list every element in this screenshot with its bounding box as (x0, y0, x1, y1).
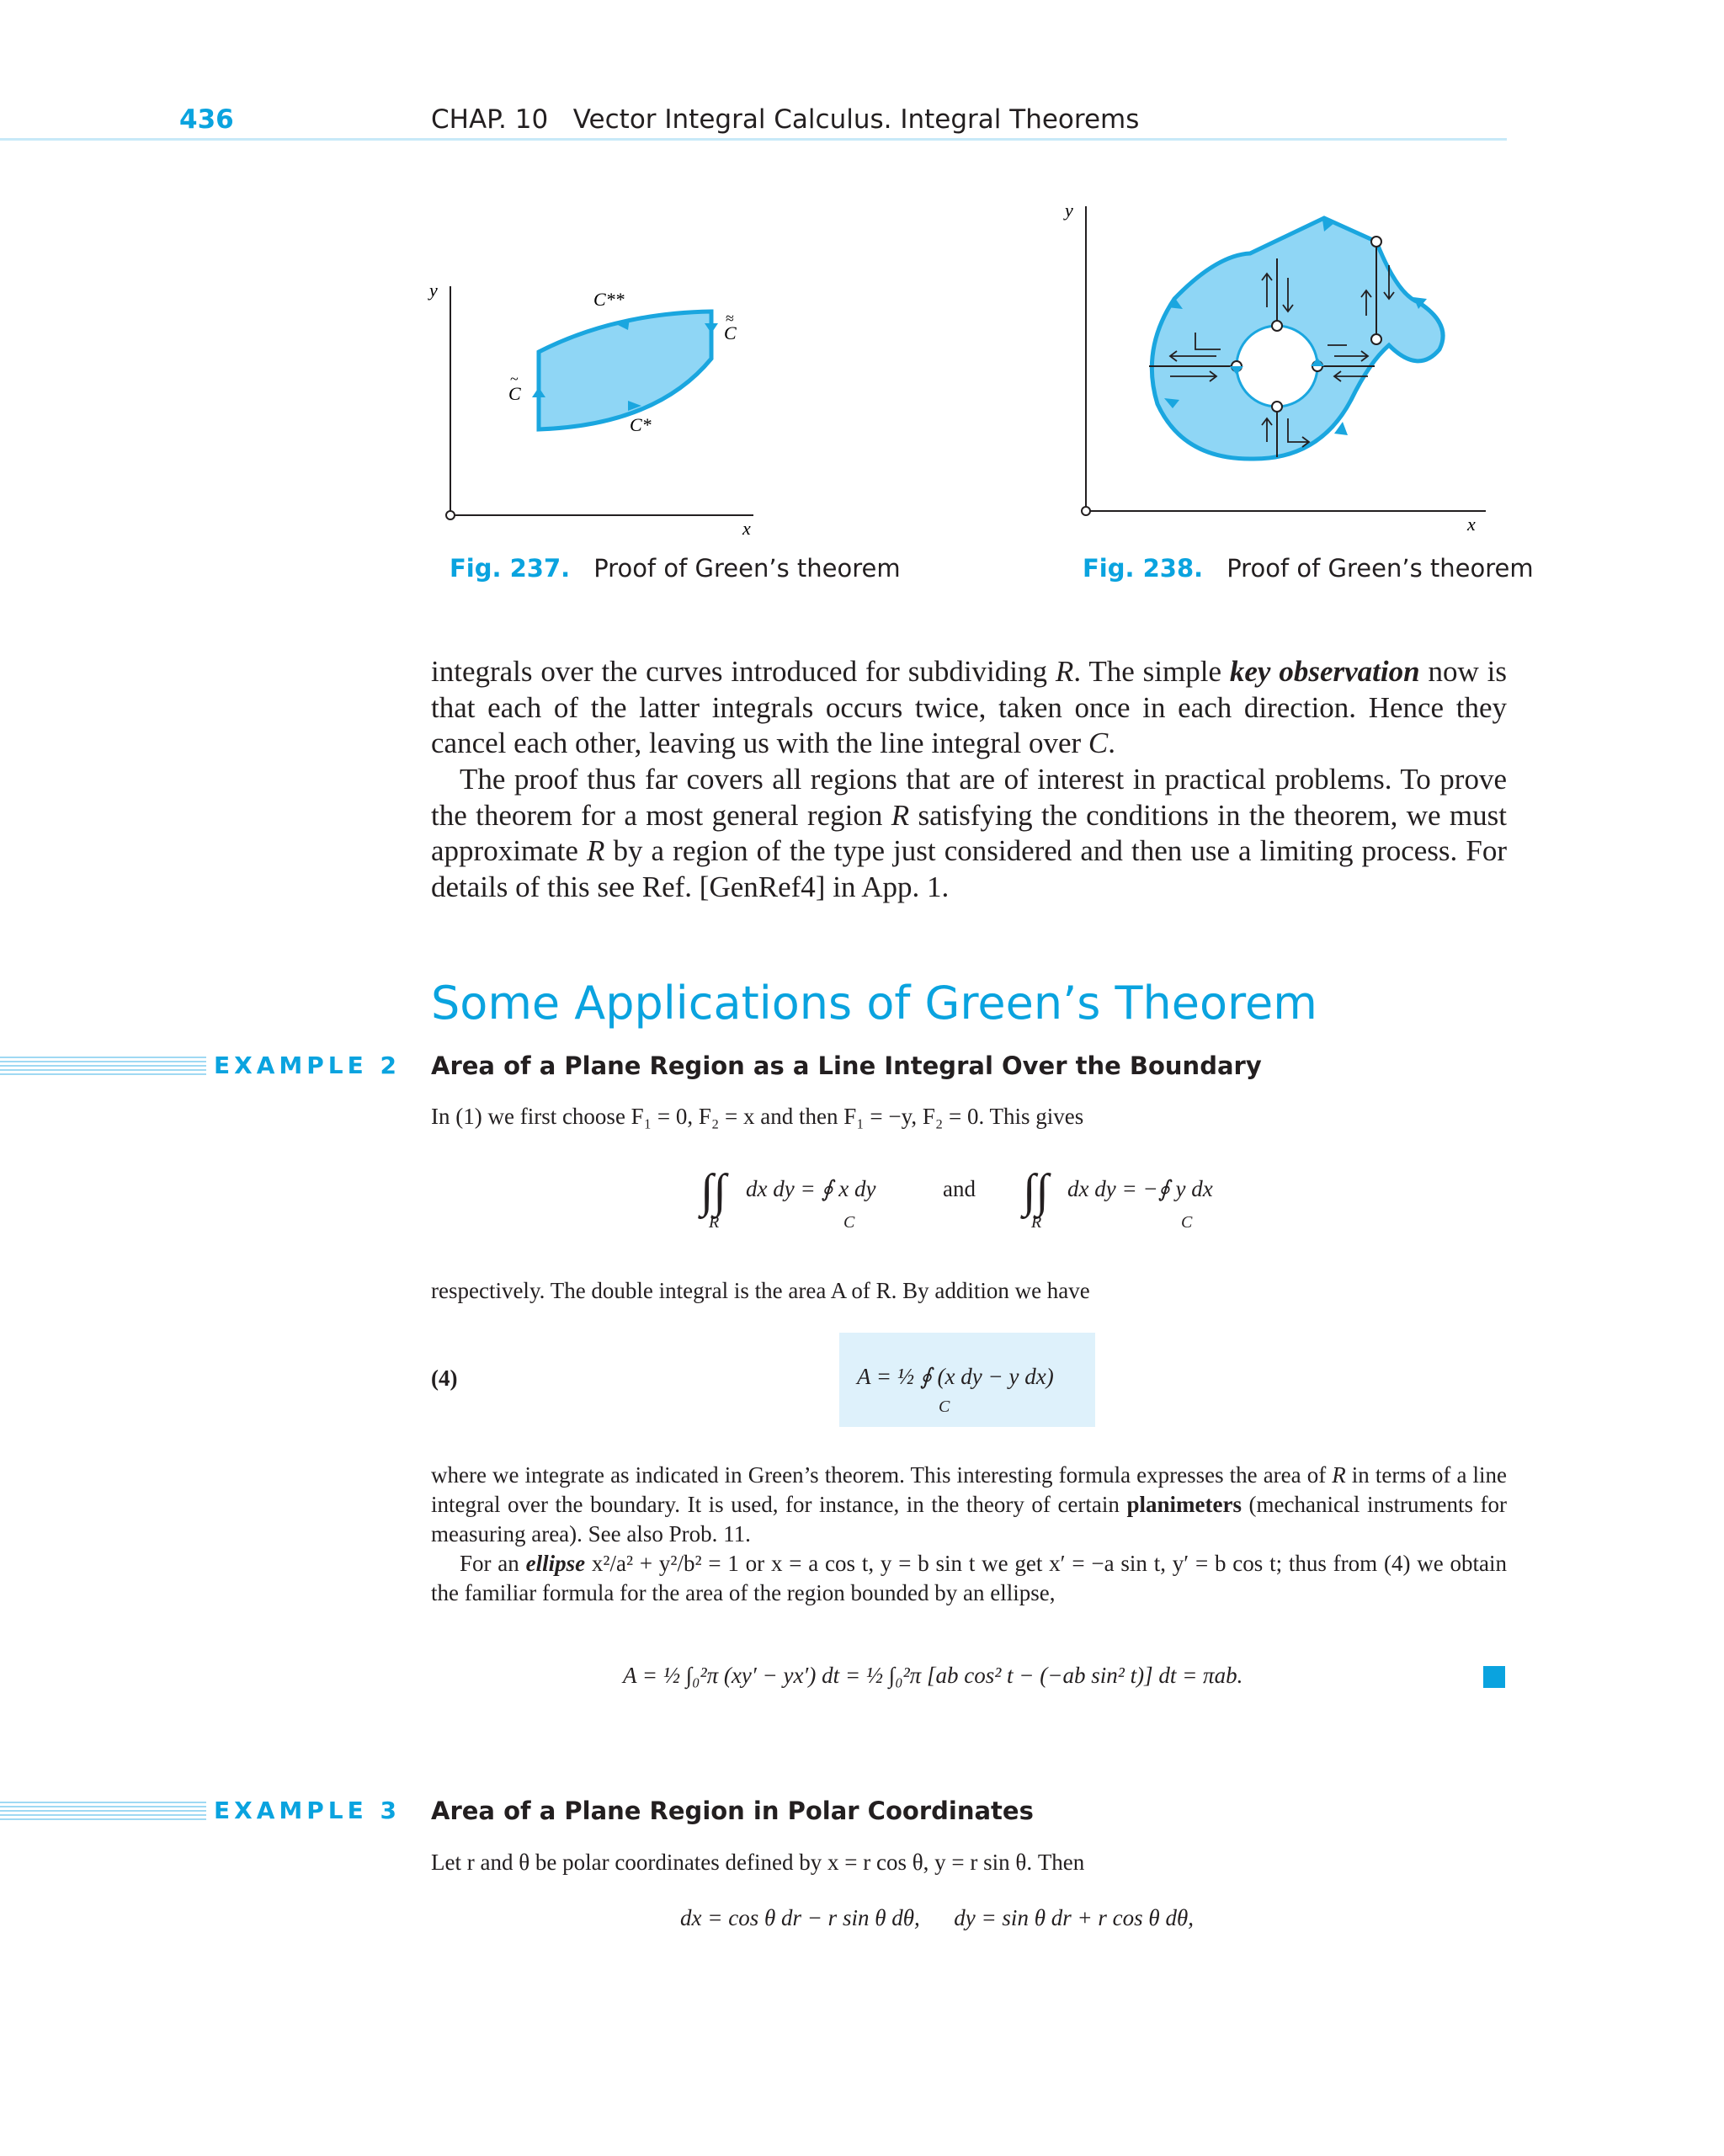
p1-r: R (1055, 655, 1074, 688)
fig237-y-label: y (429, 279, 438, 301)
example3-intro: Let r and θ be polar coordinates defined by x = r cos θ, y = r sin θ. Then (431, 1850, 1085, 1875)
eq-right-sub-c: C (1181, 1213, 1193, 1232)
where-text-b: in terms of a line integral over the boundary. It is used, for instance, in the theory of certain (431, 1462, 1507, 1517)
fig237-caption-text: Proof of Green’s theorem (593, 554, 901, 583)
fig237-caption (450, 554, 901, 583)
example2-respectively: respectively. The double integral is the area A of R. By addition we have (431, 1278, 1090, 1303)
where-r: R (1332, 1462, 1346, 1488)
eq-right: dx dy = −∮ y dx (1067, 1176, 1213, 1201)
eq-left-sub-r: R (709, 1213, 720, 1232)
eq-left: dx dy = ∮ x dy (746, 1176, 876, 1201)
double-integral-sign-left: ∫∫ (700, 1165, 726, 1217)
key-observation: key observation (1229, 655, 1420, 688)
end-of-example-square (1483, 1666, 1505, 1688)
fig237-c-tilde-label: C (508, 383, 521, 404)
example2-where-paragraph (431, 1461, 1507, 1549)
p2-r2: R (587, 834, 605, 867)
section-heading: Some Applications of Green’s Theorem (431, 977, 1317, 1030)
figure-238 (1056, 198, 1498, 535)
eq4: A = ½ ∮ (x dy − y dx) (857, 1364, 1054, 1389)
fig238-number: Fig. 238. (1083, 554, 1204, 583)
header-rule (0, 138, 1507, 141)
ellipse-term: ellipse (525, 1551, 586, 1576)
paragraph-1 (431, 654, 1507, 762)
example2-title: Area of a Plane Region as a Line Integral Over the Boundary (431, 1051, 1262, 1080)
eq-right-sub-r: R (1031, 1213, 1042, 1232)
fig238-x-label: x (1467, 514, 1476, 535)
p1-text-a: integrals over the curves introduced for subdividing (431, 655, 1056, 688)
fig237-c-double-star-label: C** (593, 289, 625, 310)
example2-rule-lines (0, 1057, 206, 1075)
p1-text-d: . (1108, 727, 1116, 759)
p2-text-b: satisfying the conditions in the theorem, we must approximate (431, 798, 1507, 867)
fig238-caption-text: Proof of Green’s theorem (1226, 554, 1534, 583)
example3-label: EXAMPLE 3 (214, 1797, 401, 1824)
eq-left-sub-c: C (843, 1213, 855, 1232)
eq4-sub-c: C (939, 1397, 950, 1416)
eq4-number: (4) (431, 1365, 458, 1391)
chapter-title: CHAP. 10 Vector Integral Calculus. Integral Theorems (431, 104, 1140, 135)
fig237-number: Fig. 237. (450, 554, 571, 583)
fig237-x-label: x (742, 518, 751, 539)
fig238-y-label: y (1065, 200, 1073, 221)
page-number: 436 (179, 104, 234, 135)
example3-equation: dx = cos θ dr − r sin θ dθ, dy = sin θ dr + r cos θ dθ, (680, 1905, 1194, 1930)
p2-text-a: The proof thus far covers all regions that are of interest in practical problems. To prove the theorem for a most general region (431, 763, 1507, 832)
fig237-c-star-label: C* (630, 414, 652, 435)
tilde-mark: ~ (510, 370, 519, 387)
p1-text-b: . The simple (1073, 655, 1230, 688)
example2-label: EXAMPLE 2 (214, 1051, 401, 1079)
fig238-caption (1083, 554, 1534, 583)
example2-equation-pair (690, 1166, 1280, 1233)
example2-intro: In (1) we first choose F₁ = 0, F₂ = x and then F₁ = −y, F₂ = 0. This gives (431, 1104, 1084, 1129)
double-integral-sign-right: ∫∫ (1023, 1165, 1049, 1217)
ellipse-area-equation: A = ½ ∫₀²π (xy′ − yx′) dt = ½ ∫₀²π [ab cos² t − (−ab sin² t)] dt = πab. (623, 1663, 1243, 1688)
eq-and: and (943, 1176, 976, 1201)
paragraph-2 (431, 762, 1507, 905)
ellipse-text-a: For an (460, 1551, 526, 1576)
figure-237 (421, 278, 774, 547)
p2-text-c: by a region of the type just considered and then use a limiting process. For details of this see Ref. [GenRef4] in App. 1. (431, 834, 1507, 903)
p1-text-c: now is that each of the latter integrals occurs twice, taken once in each direction. Hence they cancel each other, leaving us with the line integral over (431, 655, 1508, 759)
double-tilde-mark: ≈ (726, 310, 734, 327)
where-text-a: where we integrate as indicated in Green’s theorem. This interesting formula expresses the area of (431, 1462, 1333, 1488)
example3-title: Area of a Plane Region in Polar Coordinates (431, 1797, 1034, 1825)
example3-rule-lines (0, 1802, 206, 1820)
ellipse-text-b: x²/a² + y²/b² = 1 or x = a cos t, y = b sin t we get x′ = −a sin t, y′ = b cos t; thus from (4) we obtain the familiar formula for the area of the region bounded by an ellipse, (431, 1551, 1507, 1605)
p1-c: C (1088, 727, 1109, 759)
p2-r1: R (891, 798, 910, 832)
planimeters-term: planimeters (1126, 1492, 1242, 1517)
where-text-c: (mechanical instruments for measuring area). See also Prob. 11. (431, 1492, 1508, 1546)
example2-ellipse-paragraph (431, 1549, 1507, 1608)
fig237-c-double-tilde-label: C (724, 322, 737, 343)
